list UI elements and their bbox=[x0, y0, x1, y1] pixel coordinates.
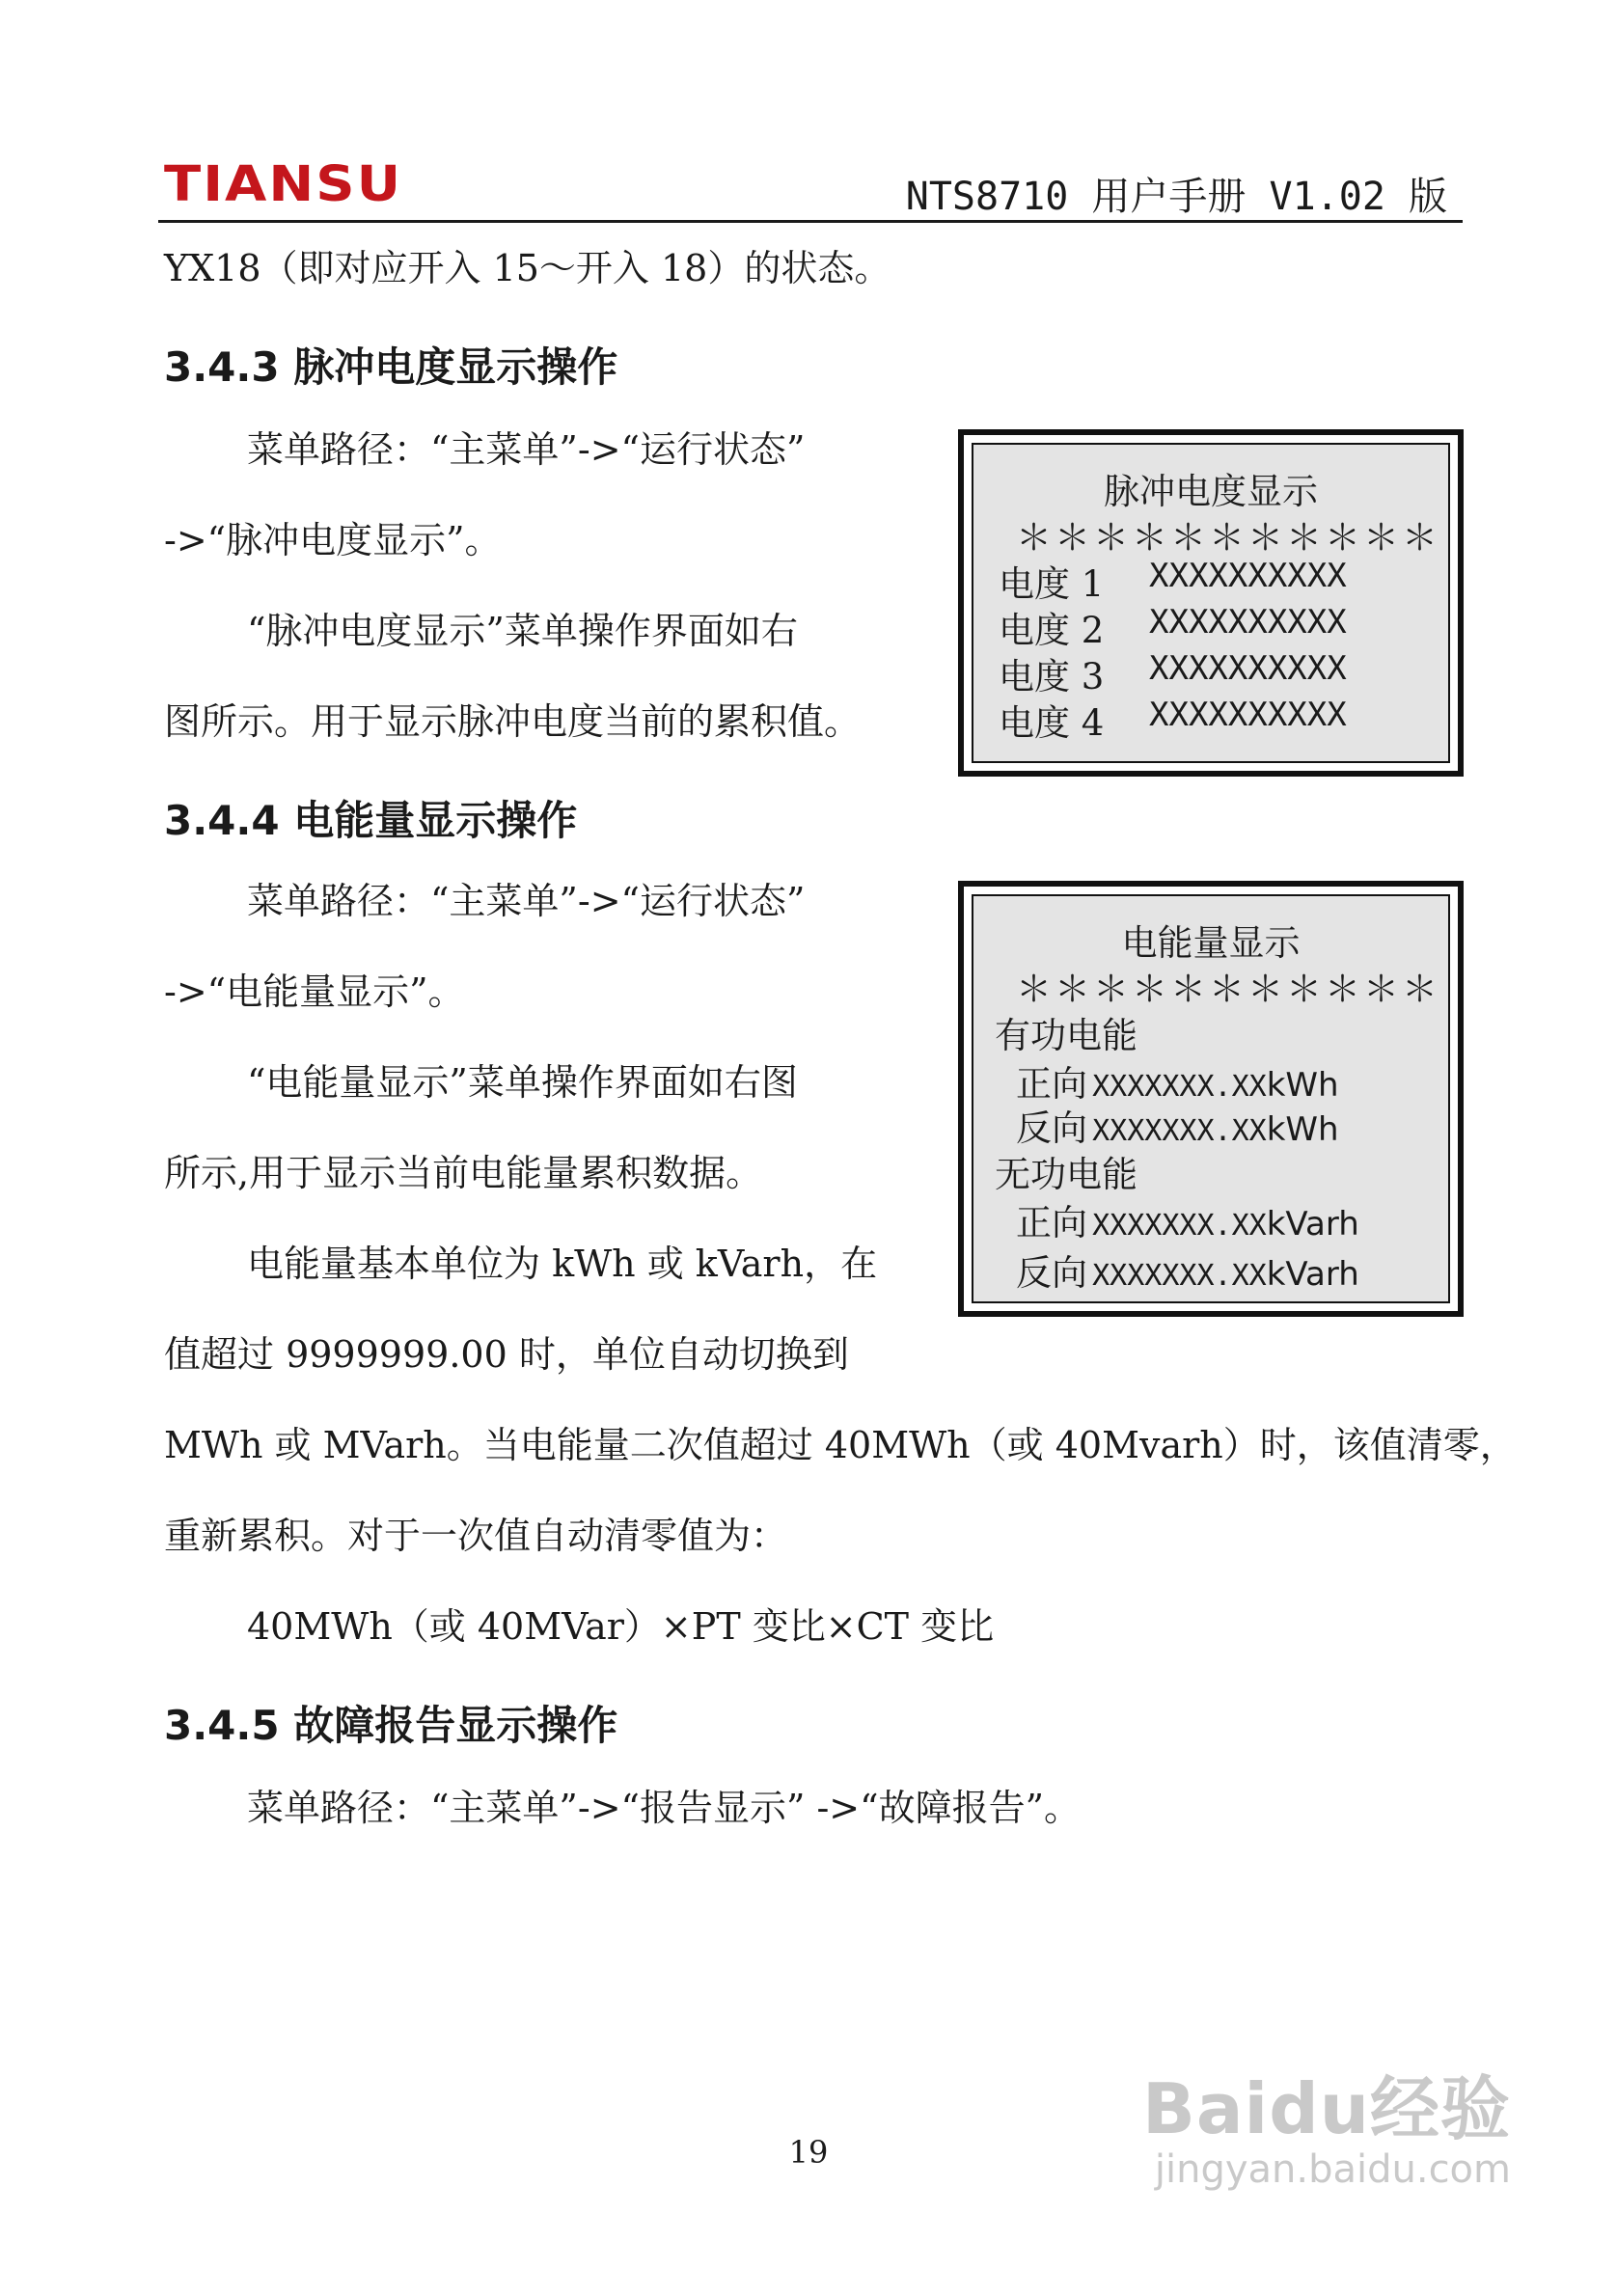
pulse-row-4-value: XXXXXXXXXX bbox=[1149, 696, 1347, 734]
desc-344-line2: 所示,用于显示当前电能量累积数据。 bbox=[164, 1152, 763, 1194]
section-heading-344: 3.4.4 电能量显示操作 bbox=[164, 797, 578, 844]
unit-line4: 重新累积。对于一次值自动清零值为： bbox=[164, 1515, 788, 1557]
reactive-forward-dir: 正向 bbox=[1016, 1202, 1087, 1244]
reactive-reverse-value: XXXXXXX.XX bbox=[1092, 1259, 1267, 1293]
pulse-row-3-value: XXXXXXXXXX bbox=[1149, 649, 1347, 688]
pulse-row-3-label: 电度 3 bbox=[999, 656, 1105, 697]
section-heading-345: 3.4.5 故障报告显示操作 bbox=[164, 1702, 618, 1749]
pulse-energy-screen bbox=[958, 429, 1464, 777]
active-forward-unit: kWh bbox=[1266, 1066, 1339, 1105]
desc-344-line1: “电能量显示”菜单操作界面如右图 bbox=[247, 1061, 798, 1104]
unit-line1: 电能量基本单位为 kWh 或 kVarh，在 bbox=[247, 1243, 878, 1285]
reactive-reverse-unit: kVarh bbox=[1266, 1255, 1359, 1294]
header-rule bbox=[158, 220, 1463, 223]
active-forward-dir: 正向 bbox=[1016, 1063, 1087, 1105]
active-reverse-unit: kWh bbox=[1266, 1110, 1339, 1149]
unit-line3: MWh 或 MVarh。当电能量二次值超过 40MWh（或 40Mvarh）时，该值清零， bbox=[164, 1424, 1517, 1466]
baidu-watermark bbox=[1142, 2053, 1511, 2192]
formula-line: 40MWh（或 40MVar）×PT 变比×CT 变比 bbox=[247, 1605, 995, 1648]
pulse-row-1-value: XXXXXXXXXX bbox=[1149, 557, 1347, 595]
active-reverse-row bbox=[1016, 1099, 1339, 1151]
energy-screen-stars: ＊＊＊＊＊＊＊＊＊＊＊ bbox=[1016, 969, 1440, 1010]
menu-path-343-line1: 菜单路径：“主菜单”->“运行状态” bbox=[247, 428, 806, 471]
menu-path-343-line2: ->“脉冲电度显示”。 bbox=[164, 519, 502, 561]
pulse-row-1-label: 电度 1 bbox=[999, 563, 1105, 605]
reactive-reverse-row bbox=[1016, 1244, 1359, 1296]
pulse-row-4-label: 电度 4 bbox=[999, 702, 1105, 744]
menu-path-345: 菜单路径：“主菜单”->“报告显示” ->“故障报告”。 bbox=[247, 1787, 1082, 1829]
intro-line: YX18（即对应开入 15～开入 18）的状态。 bbox=[164, 247, 891, 289]
desc-343-line1: “脉冲电度显示”菜单操作界面如右 bbox=[247, 610, 798, 652]
electric-energy-screen bbox=[958, 881, 1464, 1317]
desc-343-line2: 图所示。用于显示脉冲电度当前的累积值。 bbox=[164, 700, 862, 743]
pulse-screen-title: 脉冲电度显示 bbox=[1104, 471, 1318, 512]
watermark-url: jingyan.baidu.com bbox=[1154, 2147, 1511, 2192]
reactive-energy-label: 无功电能 bbox=[995, 1154, 1137, 1195]
watermark-brand: Baidu经验 bbox=[1142, 2068, 1511, 2149]
pulse-screen-stars: ＊＊＊＊＊＊＊＊＊＊＊ bbox=[1016, 517, 1440, 559]
energy-screen-title: 电能量显示 bbox=[1121, 922, 1301, 964]
active-reverse-dir: 反向 bbox=[1016, 1107, 1087, 1149]
pulse-row-2-value: XXXXXXXXXX bbox=[1149, 603, 1347, 642]
pulse-row-2-label: 电度 2 bbox=[999, 610, 1105, 651]
document-title: NTS8710 用户手册 V1.02 版 bbox=[905, 175, 1447, 219]
brand-logo: TIANSU bbox=[164, 156, 403, 213]
menu-path-344-line2: ->“电能量显示”。 bbox=[164, 970, 465, 1013]
section-heading-343: 3.4.3 脉冲电度显示操作 bbox=[164, 343, 618, 391]
reactive-forward-unit: kVarh bbox=[1266, 1205, 1359, 1244]
menu-path-344-line1: 菜单路径：“主菜单”->“运行状态” bbox=[247, 880, 806, 922]
reactive-forward-row bbox=[1016, 1193, 1359, 1245]
active-forward-value: XXXXXXX.XX bbox=[1092, 1070, 1267, 1104]
reactive-reverse-dir: 反向 bbox=[1016, 1252, 1087, 1294]
reactive-forward-value: XXXXXXX.XX bbox=[1092, 1209, 1267, 1243]
active-reverse-value: XXXXXXX.XX bbox=[1092, 1114, 1267, 1148]
active-energy-label: 有功电能 bbox=[995, 1015, 1137, 1056]
page-number: 19 bbox=[788, 2134, 829, 2171]
unit-line2: 值超过 9999999.00 时，单位自动切换到 bbox=[164, 1333, 849, 1376]
